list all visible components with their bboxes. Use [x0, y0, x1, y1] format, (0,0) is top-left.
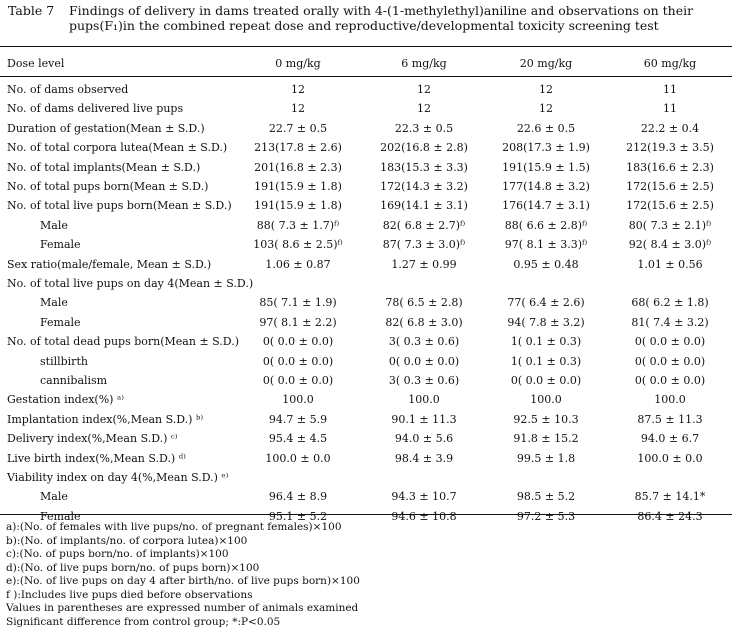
row-value: 183(16.6 ± 2.3)	[626, 160, 714, 174]
row-value: 103( 8.6 ± 2.5)ᶠ⁾	[253, 238, 343, 252]
row-value: 99.5 ± 1.8	[516, 451, 576, 465]
table-row	[0, 177, 732, 196]
top-rule	[0, 46, 732, 47]
row-label: Gestation index(%) ᵃ⁾	[7, 393, 124, 407]
row-value	[228, 468, 368, 487]
row-value: 86.4 ± 24.3	[637, 509, 703, 523]
table-row	[0, 119, 732, 138]
row-value: 87( 7.3 ± 3.0)ᶠ⁾	[382, 238, 466, 252]
row-label: No. of total dead pups born(Mean ± S.D.)	[7, 335, 240, 349]
row-value: 0( 0.0 ± 0.0)	[262, 374, 334, 387]
row-value: 22.7 ± 0.5	[268, 121, 328, 135]
row-value: 3( 0.3 ± 0.6)	[388, 335, 460, 349]
table-row	[0, 449, 732, 468]
header-dose-6: 6 mg/kg	[401, 57, 447, 70]
row-value: 95.1 ± 5.2	[268, 509, 328, 523]
row-value: 95.4 ± 4.5	[268, 432, 328, 446]
row-value: 82( 6.8 ± 2.7)ᶠ⁾	[382, 218, 466, 232]
row-label: No. of total live pups on day 4(Mean ± S.D.)	[7, 277, 254, 290]
row-value: 1.01 ± 0.56	[637, 257, 703, 271]
row-value: 0( 0.0 ± 0.0)	[634, 335, 706, 349]
row-value: 12	[417, 102, 431, 116]
row-label: Duration of gestation(Mean ± S.D.)	[7, 121, 205, 135]
row-value: 100.0	[408, 393, 440, 407]
row-value: 176(14.7 ± 3.1)	[502, 199, 590, 213]
row-value	[476, 274, 616, 293]
row-value: 91.8 ± 15.2	[513, 432, 579, 446]
footnote: f ):Includes live pups died before observations	[6, 588, 253, 601]
table-row	[0, 80, 732, 99]
row-value: 0( 0.0 ± 0.0)	[262, 335, 334, 349]
row-value: 0( 0.0 ± 0.0)	[634, 354, 706, 368]
row-value: 78( 6.5 ± 2.8)	[385, 296, 463, 310]
row-value: 177(14.8 ± 3.2)	[502, 180, 590, 193]
row-value: 191(15.9 ± 1.8)	[254, 180, 342, 193]
footnote: d):(No. of live pups born/no. of pups born)×100	[6, 561, 260, 574]
row-value: 97.2 ± 5.3	[516, 509, 576, 523]
row-value: 85.7 ± 14.1*	[634, 490, 706, 504]
row-value: 12	[417, 83, 431, 96]
row-label: Implantation index(%,Mean S.D.) ᵇ⁾	[7, 412, 204, 426]
row-label: Viability index on day 4(%,Mean S.D.) ᵉ⁾	[7, 471, 229, 484]
row-value: 94.0 ± 6.7	[640, 432, 700, 446]
row-value: 22.6 ± 0.5	[516, 121, 576, 135]
table-row	[0, 390, 732, 409]
row-value: 90.1 ± 11.3	[391, 412, 457, 426]
footnote: c):(No. of pups born/no. of implants)×100	[6, 548, 229, 560]
row-label: Male	[40, 490, 68, 504]
row-value: 100.0 ± 0.0	[265, 451, 331, 465]
row-value: 11	[663, 83, 677, 96]
table-row	[0, 371, 732, 390]
row-label: Female	[40, 315, 81, 329]
footnote: Values in parentheses are expressed number of animals examined	[6, 602, 359, 614]
header-rule	[0, 76, 732, 77]
table-number: Table 7	[8, 3, 55, 18]
table-row	[0, 196, 732, 215]
row-value: 0( 0.0 ± 0.0)	[634, 374, 706, 387]
row-value: 212(19.3 ± 3.5)	[626, 141, 714, 155]
table-row	[0, 487, 732, 506]
bottom-rule	[0, 514, 732, 515]
row-value: 94.3 ± 10.7	[391, 490, 457, 504]
row-value: 97( 8.1 ± 3.3)ᶠ⁾	[504, 238, 588, 252]
row-value: 1.27 ± 0.99	[391, 257, 457, 271]
table-row	[0, 410, 732, 429]
row-value: 202(16.8 ± 2.8)	[380, 141, 468, 155]
row-value: 92.5 ± 10.3	[513, 412, 579, 426]
table-row	[0, 99, 732, 118]
row-value: 94.0 ± 5.6	[394, 432, 454, 446]
row-value: 100.0 ± 0.0	[637, 451, 703, 465]
row-value: 12	[291, 102, 305, 116]
row-value: 85( 7.1 ± 1.9)	[259, 296, 337, 310]
row-label: No. of dams observed	[7, 83, 129, 96]
row-value: 100.0	[654, 393, 686, 407]
row-value: 87.5 ± 11.3	[637, 412, 703, 426]
row-value: 88( 6.6 ± 2.8)ᶠ⁾	[504, 218, 588, 232]
row-value: 213(17.8 ± 2.6)	[254, 141, 342, 155]
row-value	[354, 274, 494, 293]
footnotes	[6, 521, 726, 629]
row-value: 201(16.8 ± 2.3)	[254, 160, 342, 174]
row-value: 3( 0.3 ± 0.6)	[388, 374, 460, 387]
row-value: 0( 0.0 ± 0.0)	[388, 354, 460, 368]
row-label: cannibalism	[40, 374, 108, 387]
row-value: 100.0	[282, 393, 314, 407]
row-value: 77( 6.4 ± 2.6)	[507, 296, 585, 310]
row-value: 22.2 ± 0.4	[640, 121, 700, 135]
table-row	[0, 138, 732, 157]
row-value: 22.3 ± 0.5	[394, 121, 454, 135]
row-value: 208(17.3 ± 1.9)	[502, 141, 590, 155]
row-value: 183(15.3 ± 3.3)	[380, 160, 468, 174]
row-value: 191(15.9 ± 1.8)	[254, 199, 342, 213]
row-value: 0.95 ± 0.48	[513, 257, 579, 271]
table-title: Findings of delivery in dams treated orally with 4-(1-methylethyl)aniline and observations on their pups(F₁)in the combined repeat dose and reproductive/developmental toxicity screening test	[69, 3, 694, 33]
header-dose-60: 60 mg/kg	[643, 57, 697, 70]
table-row	[0, 158, 732, 177]
header-dose-20: 20 mg/kg	[519, 57, 573, 70]
row-label: No. of total pups born(Mean ± S.D.)	[7, 180, 209, 193]
row-value	[476, 468, 616, 487]
row-value: 1( 0.1 ± 0.3)	[510, 335, 582, 349]
footnote: Significant difference from control group; *:P<0.05	[6, 615, 281, 628]
table-row	[0, 293, 732, 312]
row-value: 98.4 ± 3.9	[394, 451, 454, 465]
row-label: No. of dams delivered live pups	[7, 102, 184, 116]
row-value: 98.5 ± 5.2	[516, 490, 576, 504]
row-value: 12	[539, 83, 553, 96]
row-value: 172(14.3 ± 3.2)	[380, 180, 468, 193]
row-label: Delivery index(%,Mean S.D.) ᶜ⁾	[7, 432, 178, 446]
row-value: 191(15.9 ± 1.5)	[502, 160, 590, 174]
row-value: 11	[663, 102, 677, 116]
row-value: 12	[539, 102, 553, 116]
table-row	[0, 313, 732, 332]
row-value: 1( 0.1 ± 0.3)	[510, 354, 582, 368]
row-value: 82( 6.8 ± 3.0)	[385, 315, 463, 329]
row-value: 68( 6.2 ± 1.8)	[631, 296, 709, 310]
row-value: 172(15.6 ± 2.5)	[626, 180, 714, 193]
header-dose-level: Dose level	[7, 57, 65, 70]
row-value: 94( 7.8 ± 3.2)	[507, 315, 585, 329]
row-value	[228, 274, 368, 293]
table-row	[0, 274, 732, 293]
row-value: 1.06 ± 0.87	[265, 257, 331, 271]
row-value	[600, 274, 732, 293]
row-value: 96.4 ± 8.9	[268, 490, 328, 504]
row-value: 12	[291, 83, 305, 96]
footnote: e):(No. of live pups on day 4 after birth/no. of live pups born)×100	[6, 575, 360, 587]
row-label: Live birth index(%,Mean S.D.) ᵈ⁾	[7, 451, 186, 465]
row-value: 100.0	[530, 393, 562, 407]
row-label: Male	[40, 296, 68, 310]
table-row	[0, 429, 732, 448]
table-row	[0, 332, 732, 351]
row-value: 88( 7.3 ± 1.7)ᶠ⁾	[256, 218, 340, 232]
row-value	[600, 468, 732, 487]
row-label: Male	[40, 218, 68, 232]
row-label: Female	[40, 238, 81, 252]
row-label: No. of total implants(Mean ± S.D.)	[7, 160, 201, 174]
row-label: Female	[40, 509, 81, 523]
table-row	[0, 352, 732, 371]
row-label: Sex ratio(male/female, Mean ± S.D.)	[7, 257, 212, 271]
table-row	[0, 216, 732, 235]
row-value: 169(14.1 ± 3.1)	[380, 199, 468, 213]
row-value: 94.7 ± 5.9	[268, 412, 328, 426]
header-dose-0: 0 mg/kg	[275, 57, 321, 70]
table-row	[0, 235, 732, 254]
footnote: a):(No. of females with live pups/no. of pregnant females)×100	[6, 521, 342, 533]
row-value: 81( 7.4 ± 3.2)	[631, 315, 709, 329]
row-value	[354, 468, 494, 487]
row-value: 0( 0.0 ± 0.0)	[262, 354, 334, 368]
row-label: No. of total live pups born(Mean ± S.D.)	[7, 199, 232, 213]
table-row	[0, 468, 732, 487]
row-label: stillbirth	[40, 354, 88, 368]
footnote: b):(No. of implants/no. of corpora lutea)×100	[6, 534, 248, 547]
table-row	[0, 255, 732, 274]
row-value: 0( 0.0 ± 0.0)	[510, 374, 582, 387]
row-value: 92( 8.4 ± 3.0)ᶠ⁾	[628, 238, 712, 252]
table-caption	[8, 3, 724, 37]
row-value: 94.6 ± 10.8	[391, 509, 457, 523]
row-value: 97( 8.1 ± 2.2)	[259, 315, 337, 329]
row-value: 172(15.6 ± 2.5)	[626, 199, 714, 213]
table-header-row	[0, 54, 732, 73]
row-label: No. of total corpora lutea(Mean ± S.D.)	[7, 141, 228, 155]
row-value: 80( 7.3 ± 2.1)ᶠ⁾	[628, 218, 712, 232]
